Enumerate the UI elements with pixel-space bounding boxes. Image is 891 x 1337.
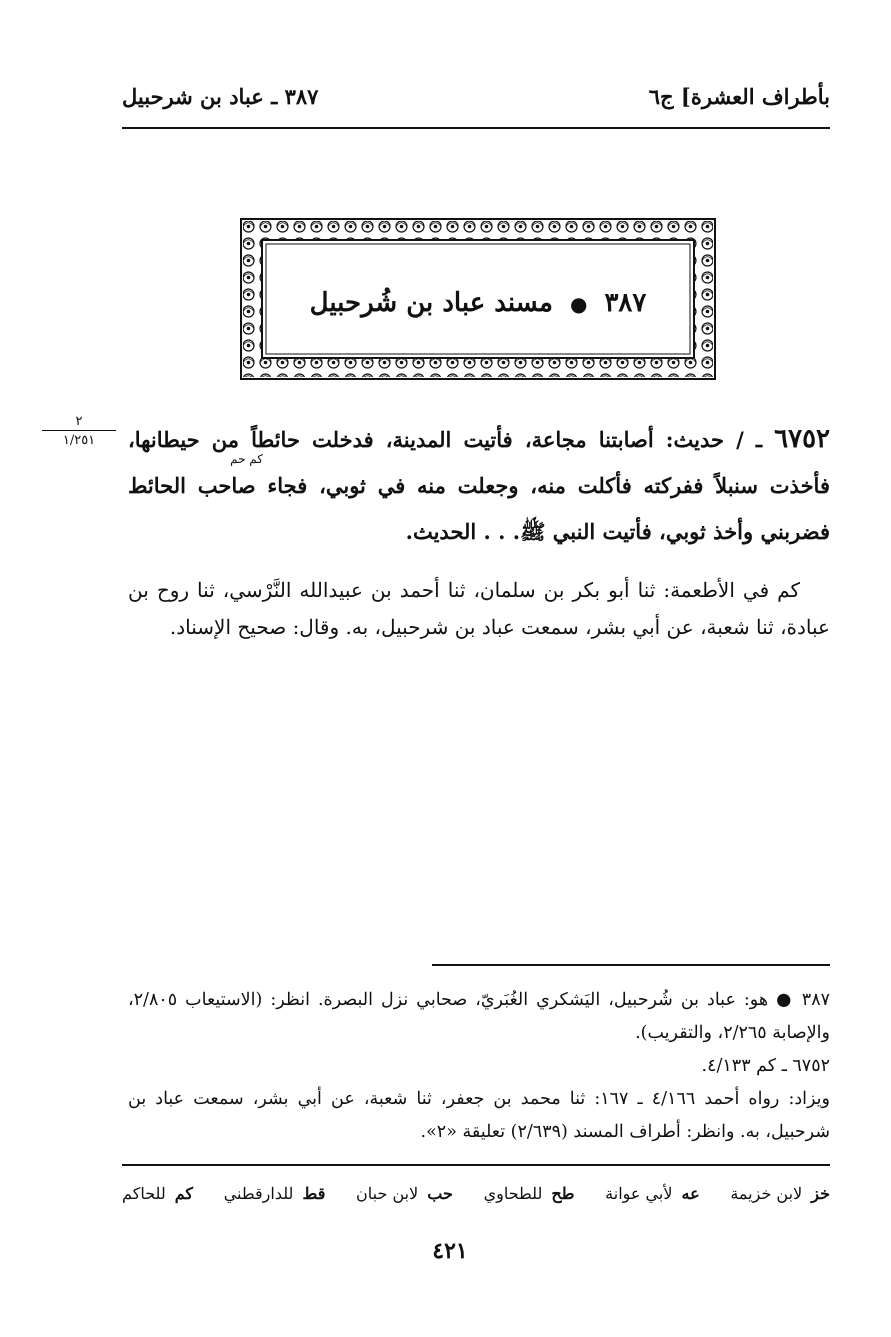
footnote-rule (432, 964, 830, 966)
key-item: قط للدارقطني (223, 1184, 326, 1203)
key-item: حب لابن حبان (356, 1184, 453, 1203)
key-item: كم للحاكم (122, 1184, 194, 1203)
footnote: ٣٨٧ ● هو: عباد بن شُرحبيل، اليَشكري الغُبَريّ، صحابي نزل البصرة. انظر: (الاستيعاب ٢/٨٠٥، والإصابة ٢/٢٦٥، والتقريب). (128, 990, 830, 1043)
section-title-text: مسند عباد بن شُرحبيل (309, 288, 553, 318)
header-rule (122, 127, 830, 129)
running-header-book-title: بأطراف العشرة] ج٦ (648, 84, 830, 109)
footnote: ويزاد: رواه أحمد ٤/١٦٦ ـ ١٦٧: ثنا محمد بن جعفر، ثنا شعبة، عن أبي بشر، سمعت عباد بن شرحبيل، به. وانظر: أطراف المسند (٢/٦٣٩) تعليقة «٢». (128, 1089, 830, 1142)
section-number: ٣٨٧ (604, 288, 647, 318)
section-title-frame (240, 218, 716, 380)
key-rule (122, 1164, 830, 1166)
hadith-number: ٦٧٥٢ (774, 424, 830, 454)
key-item: طح للطحاوي (483, 1184, 575, 1203)
hadith-text: ـ / حديث: أصابتنا مجاعة، فأتيت المدينة، فدخلت حائطاً من حيطانها، فأخذت سنبلاً ففركته فأكلت منه، وجعلت منه في ثوبي، فجاء صاحب الحائط فضربني وأخذ ثوبي، فأتيت النبي ﷺ. . . الحديث. (128, 427, 830, 544)
page-number: ٤٢١ (432, 1238, 468, 1264)
section-title (266, 288, 690, 318)
abbreviation-key (122, 1184, 830, 1203)
source-text: كم في الأطعمة: ثنا أبو بكر بن سلمان، ثنا أحمد بن عبيدالله النَّرْسي، ثنا روح بن عبادة، ثنا شعبة، عن أبي بشر، سمعت عباد بن شرحبيل، به. وقال: صحيح الإسناد. (128, 578, 830, 639)
footnote: ٦٧٥٢ ـ كم ٤/١٣٣. (701, 1056, 830, 1076)
hadith-siglum: كم حم (230, 452, 263, 466)
margin-reference-volume: ٢ (42, 414, 116, 431)
key-item: عه لأبي عوانة (605, 1184, 700, 1203)
bullet-icon: ● (569, 292, 588, 316)
footnotes (128, 984, 830, 1149)
source-paragraph (128, 572, 830, 646)
margin-reference (42, 414, 116, 448)
running-header-section: ٣٨٧ ـ عباد بن شرحبيل (122, 84, 319, 109)
hadith-entry (128, 416, 830, 555)
running-header (122, 80, 830, 120)
key-item: خز لابن خزيمة (730, 1184, 830, 1203)
margin-reference-page: ١/٢٥١ (62, 433, 96, 448)
